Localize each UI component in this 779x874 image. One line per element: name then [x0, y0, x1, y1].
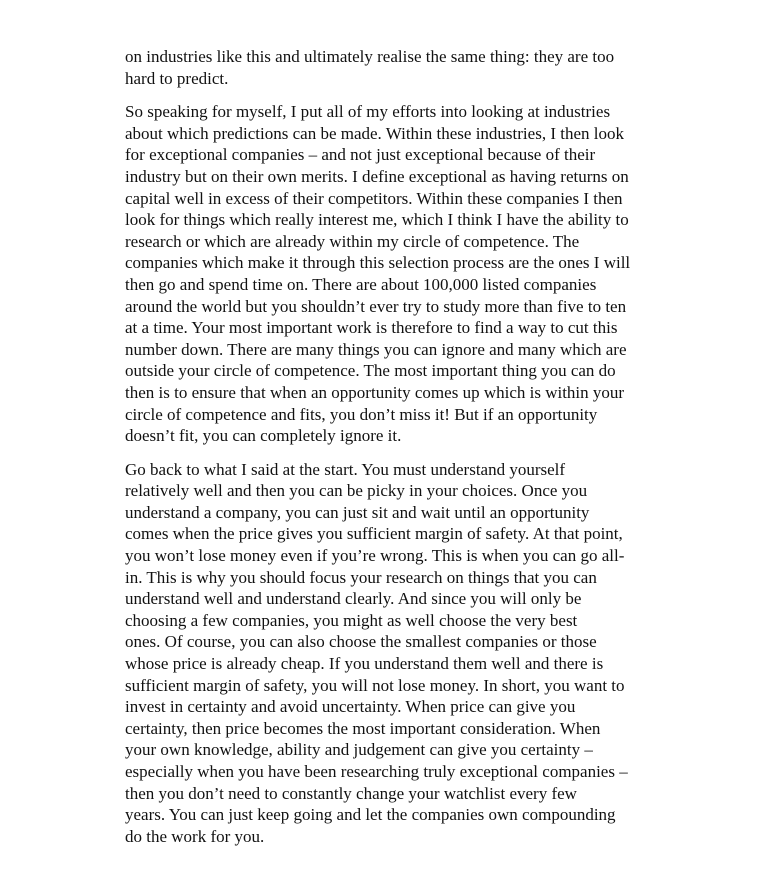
- text-line: then you don’t need to constantly change your watchlist every few: [125, 783, 577, 803]
- text-line: relatively well and then you can be picky in your choices. Once you: [125, 481, 588, 501]
- text-line: certainty, then price becomes the most important consideration. When: [125, 718, 601, 738]
- text-line: doesn’t fit, you can completely ignore it.: [125, 426, 402, 446]
- paragraph-3: [125, 459, 715, 848]
- text-line: hard to predict.: [125, 68, 229, 88]
- text-line: So speaking for myself, I put all of my efforts into looking at industries: [125, 102, 611, 122]
- text-line: look for things which really interest me, which I think I have the ability to: [125, 210, 629, 230]
- text-line: then is to ensure that when an opportunity comes up which is within your: [125, 382, 625, 402]
- text-line: for exceptional companies – and not just exceptional because of their: [125, 145, 596, 165]
- text-line: ones. Of course, you can also choose the smallest companies or those: [125, 632, 597, 652]
- text-line: about which predictions can be made. Within these industries, I then look: [125, 123, 624, 143]
- text-line: research or which are already within my circle of competence. The: [125, 231, 580, 251]
- text-line: choosing a few companies, you might as well choose the very best: [125, 610, 578, 630]
- text-line: on industries like this and ultimately realise the same thing: they are too: [125, 47, 615, 66]
- text-line: companies which make it through this selection process are the ones I will: [125, 253, 631, 273]
- text-line: do the work for you.: [125, 826, 265, 846]
- text-line: especially when you have been researching truly exceptional companies –: [125, 762, 628, 781]
- text-line: invest in certainty and avoid uncertainty. When price can give you: [125, 697, 576, 717]
- text-line: outside your circle of competence. The most important thing you can do: [125, 361, 616, 381]
- text-line: number down. There are many things you can ignore and many which are: [125, 339, 627, 359]
- text-line: you won’t lose money even if you’re wrong. This is when you can go all-: [125, 546, 625, 566]
- text-line: years. You can just keep going and let the companies own compounding: [125, 805, 616, 825]
- text-line: sufficient margin of safety, you will not lose money. In short, you want to: [125, 675, 625, 695]
- text-line: circle of competence and fits, you don’t miss it! But if an opportunity: [125, 404, 598, 424]
- text-line: capital well in excess of their competitors. Within these companies I then: [125, 188, 623, 208]
- text-line: whose price is already cheap. If you understand them well and there is: [125, 654, 604, 674]
- text-line: understand well and understand clearly. And since you will only be: [125, 589, 582, 609]
- text-line: at a time. Your most important work is therefore to find a way to cut this: [125, 318, 618, 338]
- document-body: [125, 46, 715, 859]
- text-line: comes when the price gives you sufficient margin of safety. At that point,: [125, 524, 623, 544]
- paragraph-1: [125, 46, 715, 89]
- text-line: in. This is why you should focus your research on things that you can: [125, 567, 597, 587]
- text-line: then go and spend time on. There are about 100,000 listed companies: [125, 274, 597, 294]
- text-line: your own knowledge, ability and judgement can give you certainty –: [125, 740, 593, 760]
- text-line: understand a company, you can just sit and wait until an opportunity: [125, 502, 590, 522]
- text-line: around the world but you shouldn’t ever try to study more than five to ten: [125, 296, 627, 316]
- text-line: Go back to what I said at the start. You must understand yourself: [125, 459, 566, 479]
- paragraph-2: [125, 101, 715, 447]
- text-line: industry but on their own merits. I define exceptional as having returns on: [125, 166, 629, 186]
